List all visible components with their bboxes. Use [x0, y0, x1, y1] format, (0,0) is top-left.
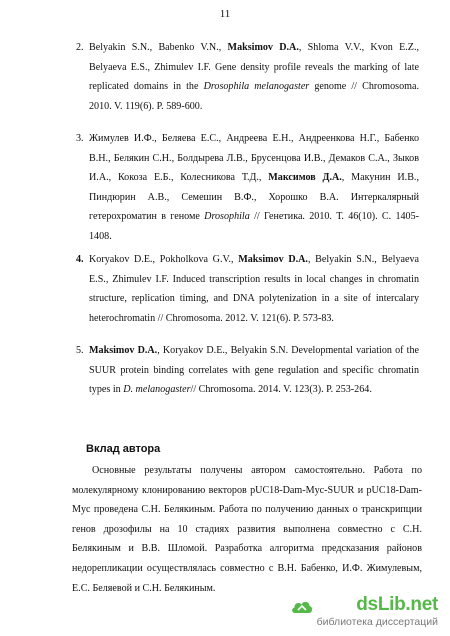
reference-5 [76, 341, 419, 400]
watermark-tagline: библиотека диссертаций [316, 616, 438, 628]
reference-segment: // Chromosoma. 2014. V. 123(3). P. 253-264. [190, 384, 372, 396]
reference-segment: Koryakov D.E., Pokholkova G.V., [89, 254, 239, 265]
author-name-bold: Максимов Д.А. [268, 172, 342, 184]
reference-number: 2. [76, 42, 84, 53]
author-name-bold: Maksimov D.A. [227, 42, 299, 53]
species-italic: Drosophila melanogaster [203, 81, 310, 93]
reference-text [89, 254, 419, 324]
reference-3 [76, 129, 419, 247]
reference-4 [76, 250, 419, 328]
reference-number: 3. [76, 133, 84, 144]
reference-text [89, 42, 419, 112]
watermark [290, 594, 438, 630]
reference-segment: genome // Chromosoma. 2010. V. 119(6). P. 589-600. [89, 81, 419, 112]
species-italic: Drosophila [204, 211, 250, 223]
watermark-logo: dsLib.net [356, 594, 438, 615]
reference-segment: Belyakin S.N., Babenko V.N., [89, 42, 228, 53]
reference-2 [76, 38, 420, 116]
reference-segment: , Макунин И.В., Пиндюрин А.В., Семешин В.Ф., Хорошко В.А. Интеркалярный гетерохроматин в геноме [89, 172, 419, 223]
reference-text [89, 345, 419, 395]
author-contribution-title: Вклад автора [86, 443, 161, 455]
reference-number: 4. [76, 254, 84, 265]
reference-text [89, 133, 419, 242]
reference-number: 5. [76, 345, 84, 356]
reference-segment: // Генетика. 2010. Т. 46(10). С. 1405-1408. [89, 211, 419, 242]
reference-segment: , Koryakov D.E., Belyakin S.N. Developmental variation of the SUUR protein binding correlates with gene regulation and specific chromatin types in [89, 345, 419, 396]
reference-segment: , Belyakin S.N., Belyaeva E.S., Zhimulev I.F. Induced transcription results in local changes in chromatin structure, replication timing, and DNA polytenization in a site of intercalary heterochromatin // Chromosoma. 2012. V. 121(6). P. 573-83. [89, 254, 419, 324]
reference-segment: , Shloma V.V., Kvon E.Z., Belyaeva E.S., Zhimulev I.F. Gene density profile reveals the marking of late replicated domains in the [89, 42, 420, 93]
author-name-bold: Maksimov D.A. [89, 345, 158, 356]
author-contribution-body: Основные результаты получены автором самостоятельно. Работа по молекулярному клонированию векторов pUC18-Dam-Myc-SUUR и pUC18-Dam-Myc проведена С.Н. Белякиным. Работа по получению данных о транскрипции генов дрозофилы на 10 стадиях развития выполнена совместно с С.Н. Белякиным и В.В. Шломой. Разработка алгоритма предсказания районов недорепликации осуществлялась совместно с В.Н. Бабенко, И.Ф. Жимулевым, Е.С. Беляевой и С.Н. Белякиным. [72, 465, 422, 594]
author-contribution-text [72, 461, 422, 598]
page-number: 11 [219, 8, 231, 20]
cloud-icon [290, 596, 314, 616]
species-italic: D. melanogaster [123, 384, 191, 396]
reference-segment: Жимулев И.Ф., Беляева Е.С., Андреева Е.Н., Андреенкова Н.Г., Бабенко В.Н., Белякин С.Н., Болдырева Л.В., Брусенцова И.В., Демаков С.А., Зыков И.А., Кокоза Е.Б., Колесникова Т.Д., [89, 133, 419, 184]
author-name-bold: Maksimov D.A. [238, 254, 308, 265]
